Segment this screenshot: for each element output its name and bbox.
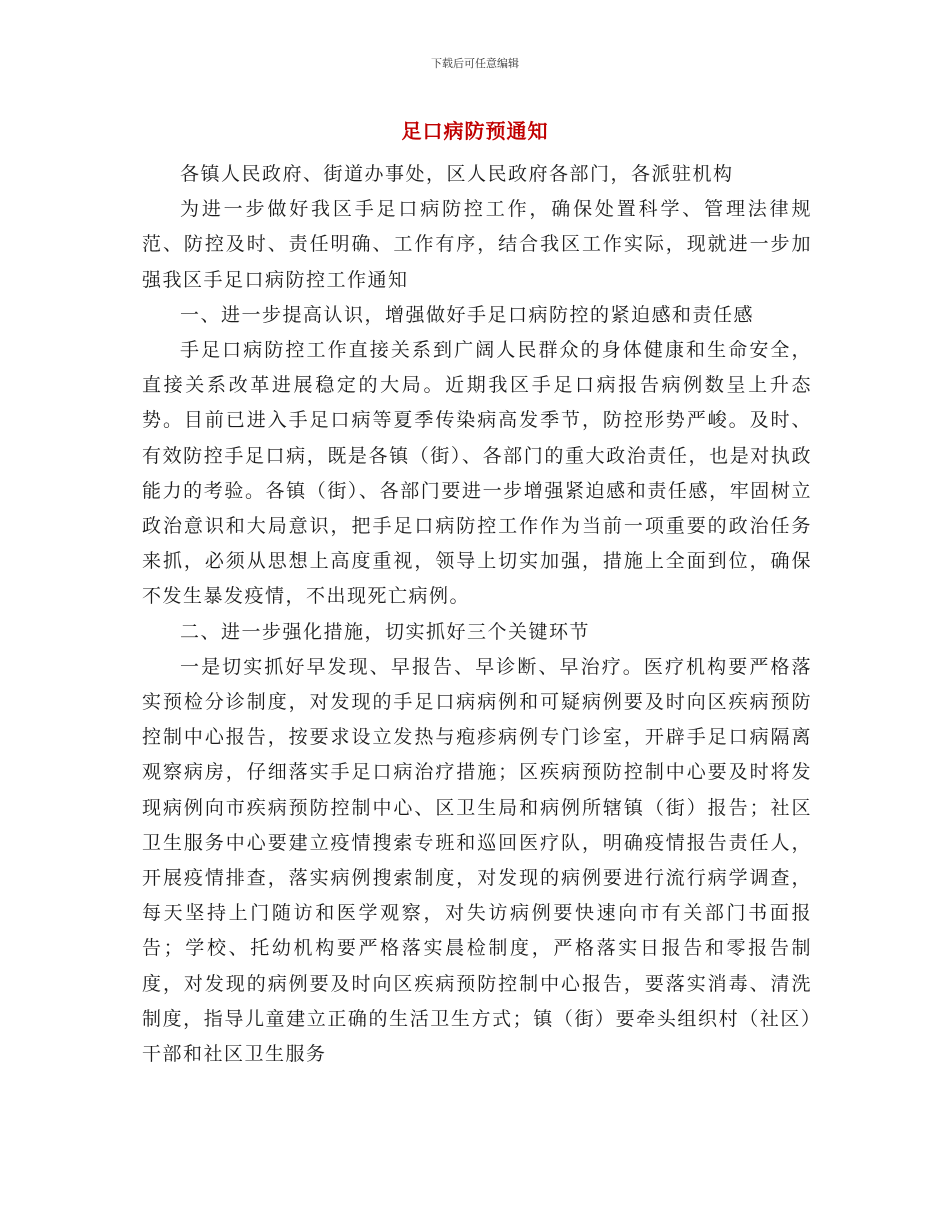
document-body [142,157,812,1072]
section-heading-1: 一、进一步提高认识，增强做好手足口病防控的紧迫感和责任感 [180,303,755,326]
paragraph-intro: 为进一步做好我区手足口病防控工作，确保处置科学、管理法律规范、防控及时、责任明确、工作有序，结合我区工作实际，现就进一步加强我区手足口病防控工作通知 [142,198,812,291]
header-note: 下载后可任意编辑 [431,57,519,70]
section-heading-2: 二、进一步强化措施，切实抓好三个关键环节 [180,620,591,643]
paragraph-section-2: 一是切实抓好早发现、早报告、早诊断、早治疗。医疗机构要严格落实预检分诊制度，对发现的手足口病病例和可疑病例要及时向区疾病预防控制中心报告，按要求设立发热与疱疹病例专门诊室，开辟手足口病隔离观察病房，仔细落实手足口病治疗措施；区疾病预防控制中心要及时将发现病例向市疾病预防控制中心、区卫生局和病例所辖镇（街）报告；社区卫生服务中心要建立疫情搜索专班和巡回医疗队，明确疫情报告责任人，开展疫情排查，落实病例搜索制度，对发现的病例要进行流行病学调查，每天坚持上门随访和医学观察，对失访病例要快速向市有关部门书面报告；学校、托幼机构要严格落实晨检制度，严格落实日报告和零报告制度，对发现的病例要及时向区疾病预防控制中心报告，要落实消毒、清洗制度，指导儿童建立正确的生活卫生方式；镇（街）要牵头组织村（社区）干部和社区卫生服务 [142,655,812,1066]
document-title: 足口病防预通知 [401,119,549,143]
paragraph-addressee: 各镇人民政府、街道办事处，区人民政府各部门，各派驻机构 [180,163,734,185]
paragraph-section-1: 手足口病防控工作直接关系到广阔人民群众的身体健康和生命安全，直接关系改革进展稳定的大局。近期我区手足口病报告病例数呈上升态势。目前已进入手足口病等夏季传染病高发季节，防控形势严峻。及时、有效防控手足口病，既是各镇（街）、各部门的重大政治责任，也是对执政能力的考验。各镇（街）、各部门要进一步增强紧迫感和责任感，牢固树立政治意识和大局意识，把手足口病防控工作作为当前一项重要的政治任务来抓，必须从思想上高度重视，领导上切实加强，措施上全面到位，确保不发生暴发疫情，不出现死亡病例。 [142,339,812,608]
